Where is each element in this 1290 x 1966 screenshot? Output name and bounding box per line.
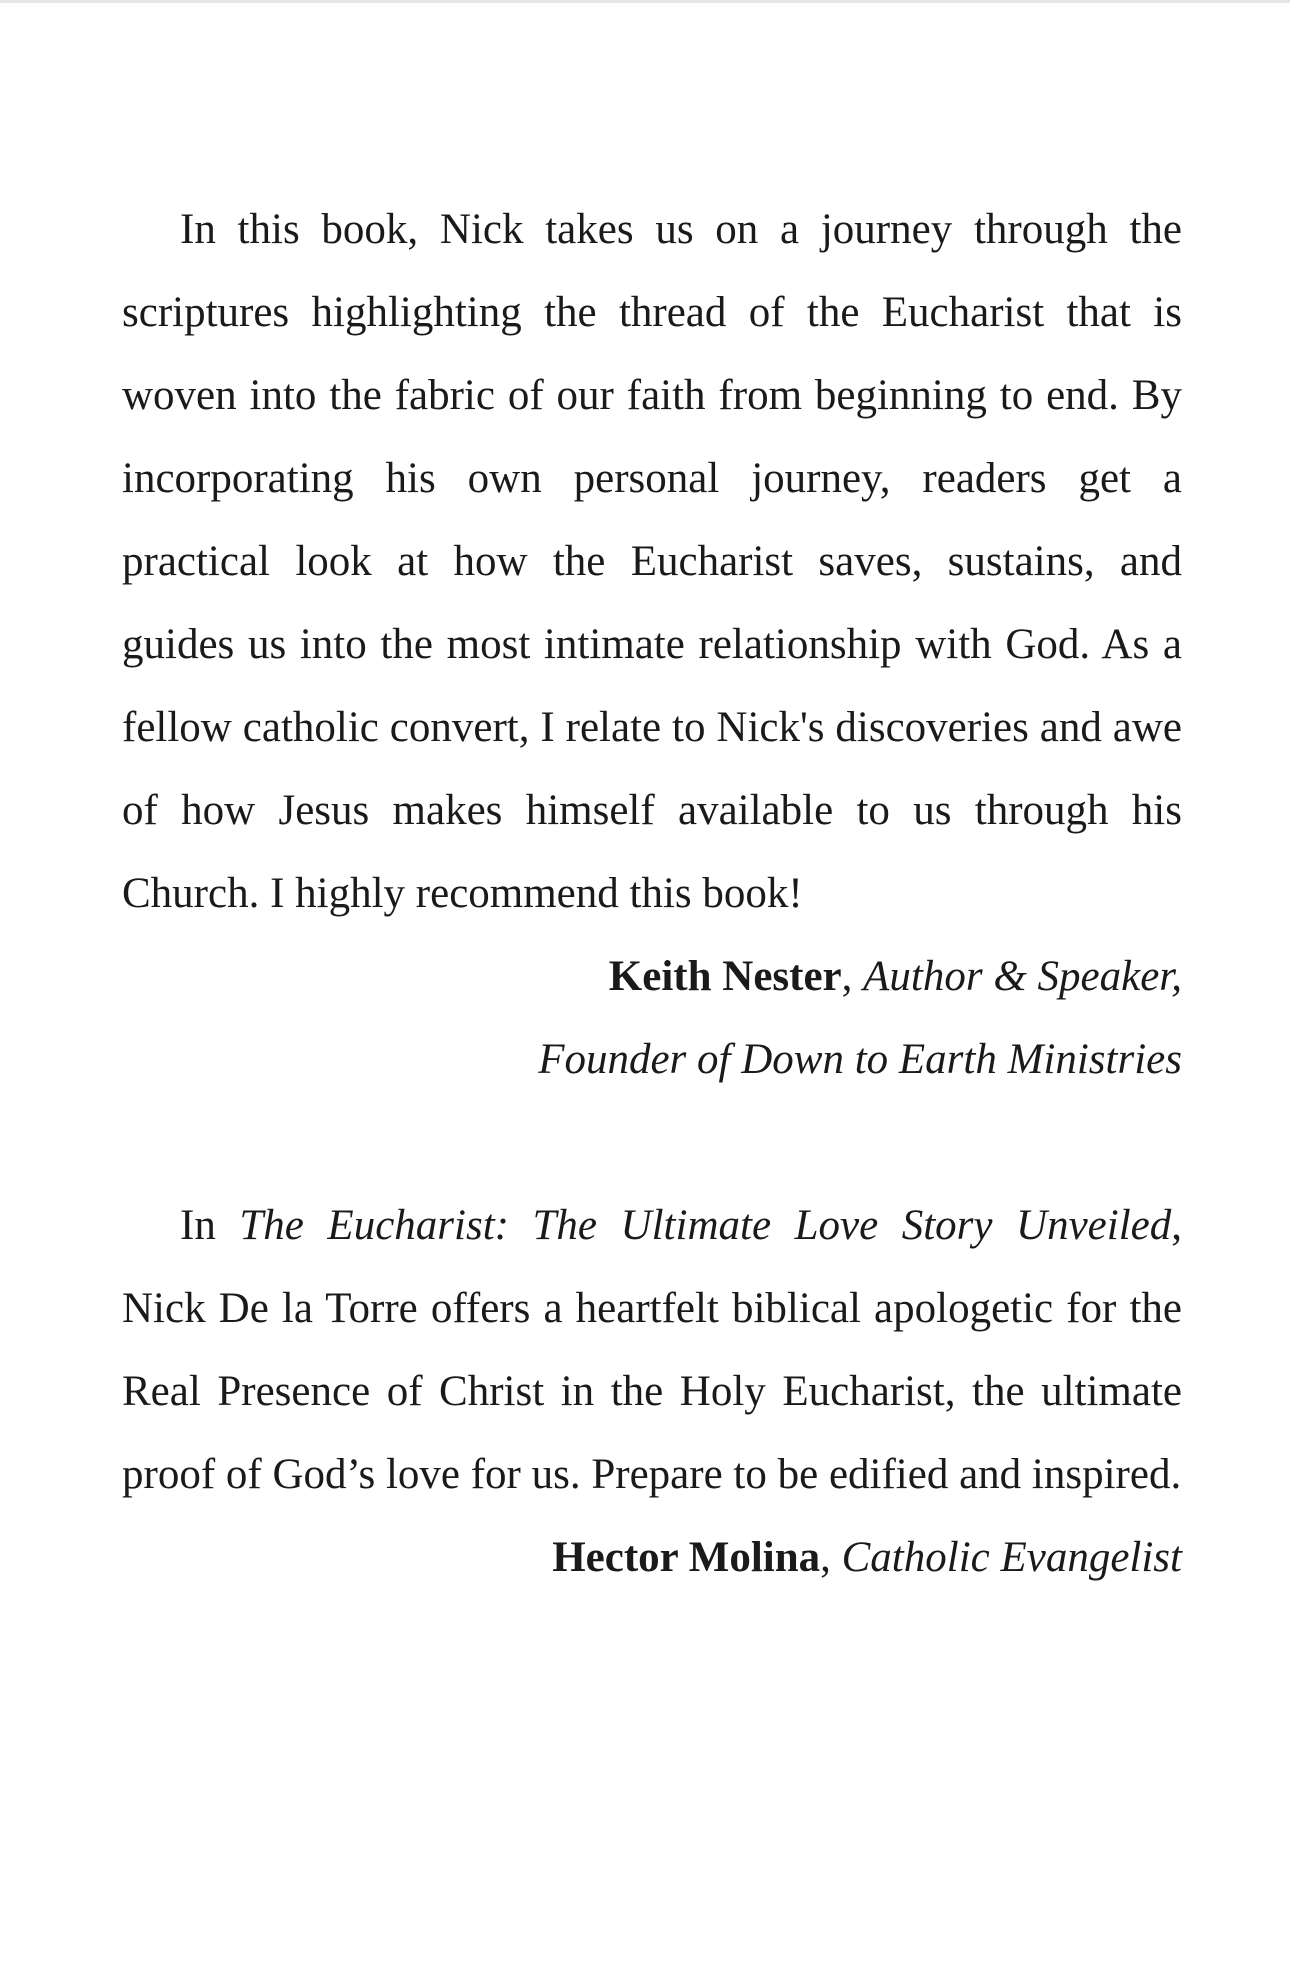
- text-prefix: In: [180, 1202, 240, 1249]
- endorsement-text: [122, 1184, 1182, 1516]
- page-top-border: [0, 0, 1290, 3]
- endorsement-attribution-line2: [122, 1018, 1182, 1101]
- endorser-name: Keith Nester: [608, 953, 842, 1000]
- book-title: The Eucharist: The Ultimate Love Story Unveiled: [239, 1202, 1172, 1249]
- endorser-name: Hector Molina: [552, 1534, 821, 1581]
- endorsement-keith-nester: [122, 188, 1182, 1101]
- endorsement-attribution: [122, 935, 1182, 1018]
- attribution-separator: ,: [841, 953, 864, 1000]
- endorsement-attribution: [122, 1516, 1182, 1599]
- endorser-role: Catholic Evangelist: [841, 1534, 1182, 1581]
- endorser-role: Author & Speaker,: [863, 953, 1182, 1000]
- attribution-separator: ,: [820, 1534, 842, 1581]
- text-body: , Nick De la Torre offers a heartfelt biblical apologetic for the Real Presence of Christ in the Holy Eucharist, the ultimate proof of God’s love for us. Prepare to be edified and inspired.: [122, 1202, 1182, 1498]
- endorsements-page: [122, 188, 1182, 1599]
- endorsement-text: In this book, Nick takes us on a journey through the scriptures highlighting the thread of the Eucharist that is woven into the fabric of our faith from beginning to end. By incorporating his own personal journey, readers get a practical look at how the Eucharist saves, sustains, and guides us into the most intimate relationship with God. As a fellow catholic convert, I relate to Nick's discoveries and awe of how Jesus makes himself available to us through his Church. I highly recommend this book!: [122, 206, 1182, 917]
- endorsement-hector-molina: [122, 1184, 1182, 1599]
- endorser-organization: Founder of Down to Earth Ministries: [538, 1036, 1182, 1083]
- section-spacer: [122, 1101, 1182, 1184]
